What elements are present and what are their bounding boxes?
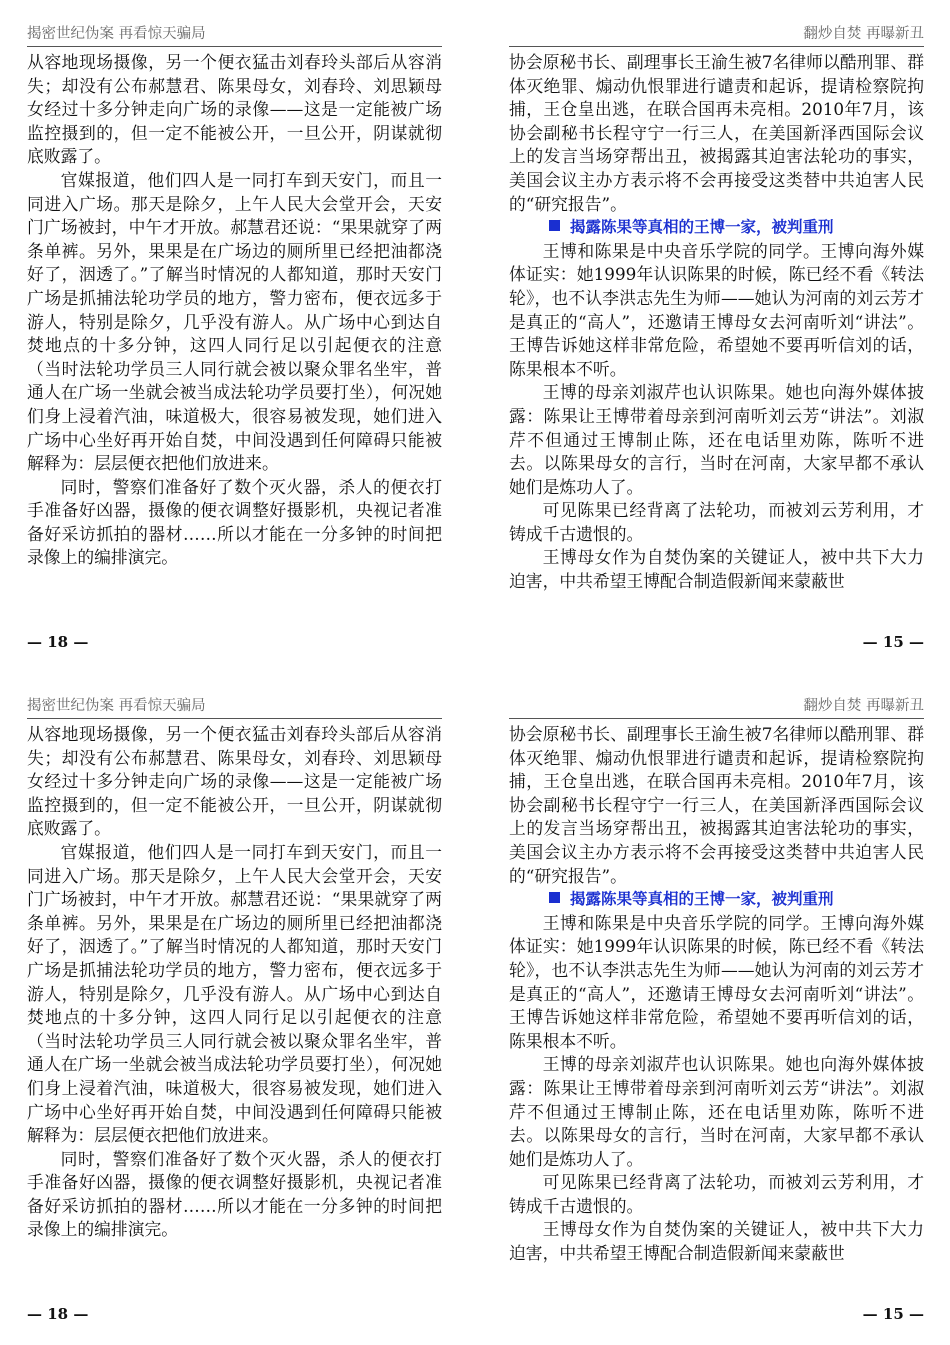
page-body: [27, 723, 442, 1242]
paragraph: 可见陈果已经背离了法轮功，而被刘云芳利用，才铸成千古遗恨的。: [509, 500, 924, 544]
paragraph: 同时，警察们准备好了数个灭火器，杀人的便衣打手准备好凶器，摄像的便衣调整好摄影机，央视记者准备好采访抓拍的器材……所以才能在一分多钟的时间把录像上的编排演完。: [27, 1148, 442, 1240]
section-subheading: [509, 888, 924, 912]
paragraph: 协会原秘书长、副理事长王渝生被7名律师以酷刑罪、群体灭绝罪、煽动仇恨罪进行谴责和起诉，提请检察院拘捕，王仓皇出逃，在联合国再未亮相。2010年7月，该协会副秘书长程守宁一行三人，在美国新泽西国际会议上的发言当场穿帮出丑，被揭露其迫害法轮功的事实，美国会议主办方表示将不会再接受这类替中共迫害人民的“研究报告”。: [509, 52, 924, 214]
subheading-text: 揭露陈果等真相的王博一家，被判重刑: [570, 218, 834, 237]
paragraph: 王博母女作为自焚伪案的关键证人，被中共下大力迫害，中共希望王博配合制造假新闻来蒙蔽世: [509, 547, 924, 592]
page-header: 揭密世纪伪案 再看惊天骗局: [27, 24, 442, 47]
page-body: [27, 51, 442, 570]
right-page: [509, 696, 924, 1326]
right-page: [509, 24, 924, 654]
page-number: — 18 —: [27, 1305, 89, 1323]
paragraph: 王博和陈果是中央音乐学院的同学。王博向海外媒体证实：她1999年认识陈果的时候，陈已经不看《转法轮》，也不认李洪志先生为师——她认为河南的刘云芳才是真正的“高人”，还邀请王博母女去河南听刘“讲法”。王博告诉她这样非常危险，希望她不要再听信刘的话，陈果根本不听。: [509, 912, 924, 1051]
page-header: 揭密世纪伪案 再看惊天骗局: [27, 696, 442, 719]
square-bullet-icon: [549, 892, 560, 903]
page-header: 翻炒自焚 再曝新丑: [509, 24, 924, 47]
section-subheading: [509, 216, 924, 240]
paragraph: 王博母女作为自焚伪案的关键证人，被中共下大力迫害，中共希望王博配合制造假新闻来蒙蔽世: [509, 1219, 924, 1264]
paragraph: 可见陈果已经背离了法轮功，而被刘云芳利用，才铸成千古遗恨的。: [509, 1172, 924, 1216]
paragraph: 官媒报道，他们四人是一同打车到天安门，而且一同进入广场。那天是除夕，上午人民大会堂开会，天安门广场被封，中午才开放。郝慧君还说：“果果就穿了两条单裤。另外，果果是在广场边的厕所里已经把油都浇好了，洇透了。”了解当时情况的人都知道，那时天安门广场是抓捕法轮功学员的地方，警力密布，便衣远多于游人，特别是除夕，几乎没有游人。从广场中心到达自焚地点的十多分钟，这四人同行足以引起便衣的注意（当时法轮功学员三人同行就会被以聚众罪名坐牢，普通人在广场一坐就会被当成法轮功学员要打坐），何况她们身上浸着汽油，味道极大，很容易被发现，她们进入广场中心坐好再开始自焚，中间没遇到任何障碍只能被解释为：层层便衣把他们放进来。: [27, 841, 442, 1146]
page-body: [509, 51, 924, 594]
paragraph: 王博的母亲刘淑芹也认识陈果。她也向海外媒体披露：陈果让王博带着母亲到河南听刘云芳“讲法”。刘淑芹不但通过王博制止陈，还在电话里劝陈，陈听不进去。以陈果母女的言行，当时在河南，大家早都不承认她们是炼功人了。: [509, 382, 924, 497]
left-page: [27, 696, 442, 1326]
page-number: — 15 —: [862, 1305, 924, 1323]
page-number: — 15 —: [862, 633, 924, 651]
subheading-text: 揭露陈果等真相的王博一家，被判重刑: [570, 890, 834, 909]
paragraph: 从容地现场摄像，另一个便衣猛击刘春玲头部后从容消失；却没有公布郝慧君、陈果母女，刘春玲、刘思颖母女经过十多分钟走向广场的录像——这是一定能被广场监控摄到的，但一定不能被公开，一旦公开，阴谋就彻底败露了。: [27, 52, 442, 167]
page-number: — 18 —: [27, 633, 89, 651]
paragraph: 从容地现场摄像，另一个便衣猛击刘春玲头部后从容消失；却没有公布郝慧君、陈果母女，刘春玲、刘思颖母女经过十多分钟走向广场的录像——这是一定能被广场监控摄到的，但一定不能被公开，一旦公开，阴谋就彻底败露了。: [27, 724, 442, 839]
paragraph: 王博的母亲刘淑芹也认识陈果。她也向海外媒体披露：陈果让王博带着母亲到河南听刘云芳“讲法”。刘淑芹不但通过王博制止陈，还在电话里劝陈，陈听不进去。以陈果母女的言行，当时在河南，大家早都不承认她们是炼功人了。: [509, 1054, 924, 1169]
paragraph: 同时，警察们准备好了数个灭火器，杀人的便衣打手准备好凶器，摄像的便衣调整好摄影机，央视记者准备好采访抓拍的器材……所以才能在一分多钟的时间把录像上的编排演完。: [27, 476, 442, 568]
page-body: [509, 723, 924, 1266]
paragraph: 王博和陈果是中央音乐学院的同学。王博向海外媒体证实：她1999年认识陈果的时候，陈已经不看《转法轮》，也不认李洪志先生为师——她认为河南的刘云芳才是真正的“高人”，还邀请王博母女去河南听刘“讲法”。王博告诉她这样非常危险，希望她不要再听信刘的话，陈果根本不听。: [509, 240, 924, 379]
paragraph: 官媒报道，他们四人是一同打车到天安门，而且一同进入广场。那天是除夕，上午人民大会堂开会，天安门广场被封，中午才开放。郝慧君还说：“果果就穿了两条单裤。另外，果果是在广场边的厕所里已经把油都浇好了，洇透了。”了解当时情况的人都知道，那时天安门广场是抓捕法轮功学员的地方，警力密布，便衣远多于游人，特别是除夕，几乎没有游人。从广场中心到达自焚地点的十多分钟，这四人同行足以引起便衣的注意（当时法轮功学员三人同行就会被以聚众罪名坐牢，普通人在广场一坐就会被当成法轮功学员要打坐），何况她们身上浸着汽油，味道极大，很容易被发现，她们进入广场中心坐好再开始自焚，中间没遇到任何障碍只能被解释为：层层便衣把他们放进来。: [27, 169, 442, 474]
paragraph: 协会原秘书长、副理事长王渝生被7名律师以酷刑罪、群体灭绝罪、煽动仇恨罪进行谴责和起诉，提请检察院拘捕，王仓皇出逃，在联合国再未亮相。2010年7月，该协会副秘书长程守宁一行三人，在美国新泽西国际会议上的发言当场穿帮出丑，被揭露其迫害法轮功的事实，美国会议主办方表示将不会再接受这类替中共迫害人民的“研究报告”。: [509, 724, 924, 886]
left-page: [27, 24, 442, 654]
square-bullet-icon: [549, 220, 560, 231]
page-header: 翻炒自焚 再曝新丑: [509, 696, 924, 719]
